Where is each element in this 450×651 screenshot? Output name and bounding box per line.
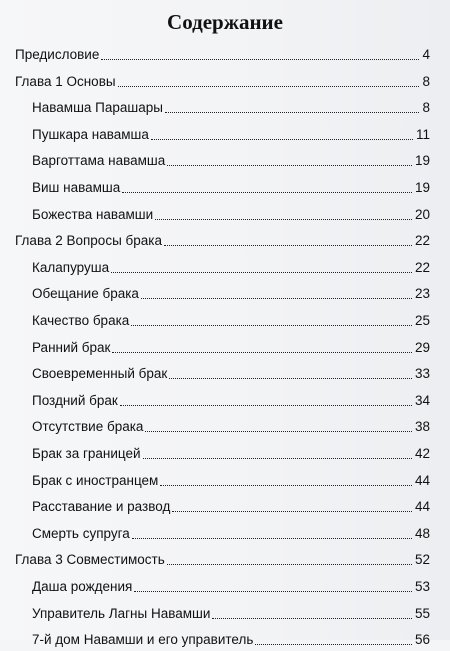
toc-entry-page-number: 11 [415,126,430,142]
toc-entry-title: Предисловие [15,47,100,62]
dot-leader [112,352,412,353]
toc-entry-title: Калапуруша [32,259,110,275]
toc-entry-page-number: 55 [414,605,430,621]
toc-entry-page-number: 53 [414,579,430,594]
dot-leader [255,644,412,645]
dot-leader [172,511,412,512]
toc-entry[interactable] [0,625,450,651]
toc-entry-page-number: 22 [414,259,430,275]
toc-entry-title: Виш навамша [32,180,121,195]
dot-leader [141,298,412,299]
toc-entry-title: Отсутствие брака [32,419,144,435]
toc-entry-title: Брак за границей [32,446,141,461]
toc-entry[interactable] [0,306,450,332]
toc-entry-page-number: 44 [414,472,430,488]
toc-entry-page-number: 29 [414,339,430,355]
toc-entry-title: Варготтама навамша [32,153,166,169]
dot-leader [118,86,419,87]
dot-leader [160,485,412,486]
toc-entry[interactable] [0,226,450,252]
toc-entry-page-number: 8 [422,100,430,116]
dot-leader [169,378,412,379]
page-title: Содержание [167,10,283,34]
toc-entry-title: Поздний брак [32,392,118,408]
toc-entry-page-number: 20 [414,206,430,222]
toc-entry-page-number: 52 [414,552,430,568]
toc-entry[interactable] [0,412,450,438]
toc-entry[interactable] [0,40,450,66]
dot-leader [134,591,412,592]
toc-entry[interactable] [0,386,450,412]
dot-leader [167,165,412,166]
dot-leader [132,538,412,539]
toc-entry-title: Ранний брак [32,339,111,355]
toc-entry[interactable] [0,572,450,598]
toc-entry-title: Навамша Парашары [32,100,163,116]
toc-entry-title: 7-й дом Навамши и его управитель [32,632,254,648]
toc-entry-title: Своевременный брак [32,366,168,382]
toc-entry-page-number: 4 [422,47,430,62]
toc-entry[interactable] [0,466,450,492]
toc-entry-title: Качество брака [32,313,130,328]
toc-entry-title: Управитель Лагны Навамши [32,605,211,621]
toc-entry-title: Даша рождения [32,579,133,594]
toc-entry[interactable] [0,173,450,199]
toc-entry-title: Глава 1 Основы [15,73,116,89]
toc-entry-title: Пушкара навамша [32,126,149,142]
toc-entry-page-number: 48 [414,525,430,541]
dot-leader [164,245,412,246]
toc-entry-title: Глава 3 Совместимость [15,552,165,568]
toc-entry-page-number: 23 [414,286,430,302]
toc-entry-page-number: 56 [414,632,430,648]
dot-leader [143,458,412,459]
toc-entry[interactable] [0,279,450,305]
toc-entry-title: Расставание и развод [32,499,171,515]
toc-entry[interactable] [0,200,450,226]
toc-entry-page-number: 38 [414,419,430,435]
toc-entry[interactable] [0,333,450,359]
toc-entry-page-number: 25 [414,313,430,328]
toc-entry-title: Брак с иностранцем [32,472,159,488]
toc-entry[interactable] [0,253,450,279]
toc-entry-title: Обещание брака [32,286,139,302]
toc-entry-page-number: 19 [414,153,430,169]
toc-entry[interactable] [0,492,450,518]
toc-entry-title: Смерть супруга [32,525,130,541]
dot-leader [155,219,412,220]
dot-leader [101,59,419,60]
toc-entry-page-number: 44 [414,499,430,515]
toc-entry[interactable] [0,439,450,465]
toc-entry-page-number: 34 [414,392,430,408]
dot-leader [212,618,412,619]
toc-entry-page-number: 19 [414,180,430,195]
toc-entry[interactable] [0,545,450,571]
toc-entry[interactable] [0,146,450,172]
toc-entry-page-number: 42 [414,446,430,461]
dot-leader [120,405,412,406]
toc-entry-page-number: 33 [414,366,430,382]
toc-entry-title: Глава 2 Вопросы брака [15,233,162,249]
toc-entry[interactable] [0,359,450,385]
toc-entry[interactable] [0,120,450,146]
dot-leader [165,112,419,113]
toc-entry[interactable] [0,67,450,93]
dot-leader [151,139,413,140]
dot-leader [145,431,412,432]
dot-leader [111,272,412,273]
toc-entry-page-number: 8 [422,73,430,89]
toc-entry[interactable] [0,519,450,545]
dot-leader [131,325,412,326]
toc-entry[interactable] [0,599,450,625]
toc-entry-title: Божества навамши [32,206,154,222]
dot-leader [122,192,412,193]
dot-leader [167,564,412,565]
toc-entry[interactable] [0,93,450,119]
toc-entry-page-number: 22 [414,233,430,249]
